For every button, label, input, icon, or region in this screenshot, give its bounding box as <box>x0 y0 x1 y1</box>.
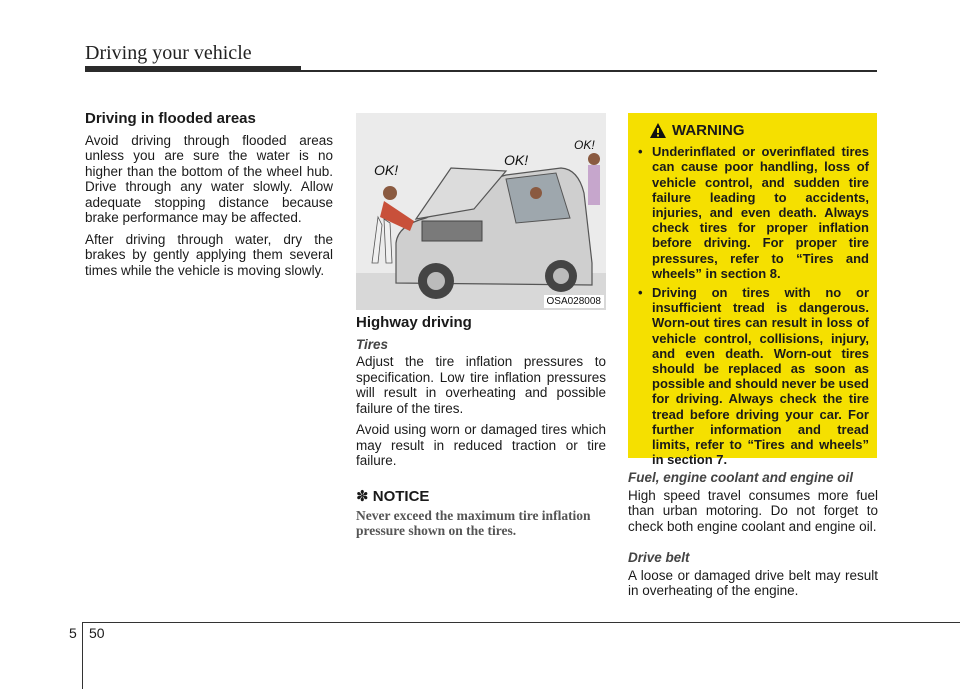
subheading: Drive belt <box>628 550 690 565</box>
highway-driving-section <box>356 315 606 538</box>
chapter-number: 5 <box>69 625 77 641</box>
paragraph: Avoid driving through flooded areas unless you are sure the water is no higher than the bottom of the wheel hub. Drive through any water slowly. Allow adequate stopping distance because brake performance may be affected. <box>85 132 333 225</box>
car-inspection-illustration <box>356 113 606 310</box>
car-illustration <box>356 113 606 310</box>
warning-box <box>628 113 877 468</box>
notice-text: Never exceed the maximum tire inflation pressure shown on the tires. <box>356 508 591 538</box>
paragraph: After driving through water, dry the brakes by gently applying them several times while the vehicle is moving slowly. <box>85 231 333 278</box>
section-heading: Driving in flooded areas <box>85 110 256 127</box>
footer-rule <box>82 622 960 623</box>
paragraph: A loose or damaged drive belt may result in overheating of the engine. <box>628 567 878 598</box>
header-rule-thin <box>301 70 877 72</box>
page-number: 50 <box>89 625 105 641</box>
warning-triangle-icon <box>650 123 666 138</box>
ok-label: OK! <box>504 152 529 168</box>
warning-list <box>638 144 869 467</box>
header-rule-thick <box>85 66 301 72</box>
paragraph: High speed travel consumes more fuel than urban motoring. Do not forget to check both engine coolant and engine oil. <box>628 487 878 534</box>
section-heading: Highway driving <box>356 314 472 331</box>
paragraph: Adjust the tire inflation pressures to specification. Low tire inflation pressures will result in overheating and possible failure of the tires. <box>356 354 606 416</box>
warning-header <box>638 123 869 138</box>
paragraph: Avoid using worn or damaged tires which may result in reduced traction or tire failure. <box>356 422 606 468</box>
footer-divider <box>82 622 83 689</box>
page-header-title: Driving your vehicle <box>85 42 252 64</box>
subheading: Fuel, engine coolant and engine oil <box>628 470 854 485</box>
warning-item: • Driving on tires with no or insufficient tread is dangerous. Worn-out tires can result in loss of vehicle control, collisions, injury, and even death. Worn-out tires should be replaced as soon as possible and should never be used for driving. Always check the tire tread before driving your car. For further information and tread limits, refer to “Tires and wheels” in section 7. <box>638 285 869 467</box>
ok-label: OK! <box>574 138 595 152</box>
ok-label: OK! <box>374 162 399 178</box>
figure-code: OSA028008 <box>544 295 605 308</box>
warning-title: WARNING <box>672 122 745 139</box>
subheading: Tires <box>356 336 389 352</box>
warning-item: • Underinflated or overinflated tires can cause poor handling, loss of vehicle control, and sudden tire failure leading to accidents, injuries, and even death. Always check tires for proper inflation before driving. For proper tire pressures, refer to “Tires and wheels” in section 8. <box>638 144 869 281</box>
fuel-and-belt-section <box>628 470 878 605</box>
notice-title: ✽ NOTICE <box>356 487 430 505</box>
flooded-areas-section <box>85 111 333 284</box>
